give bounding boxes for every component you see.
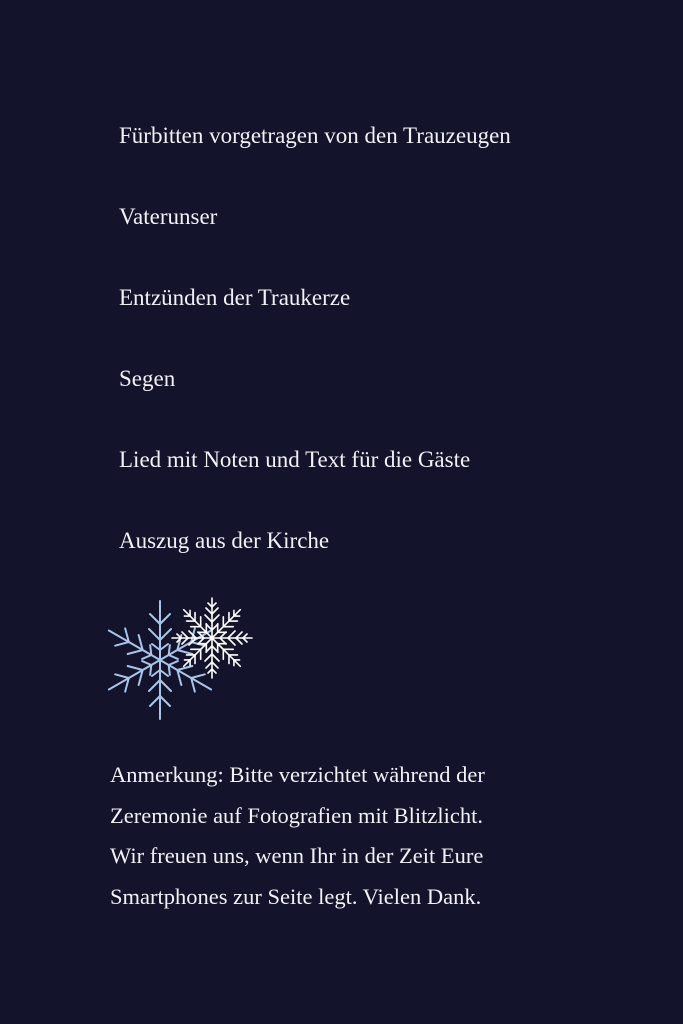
snowflake-icon xyxy=(103,601,216,719)
program-item-lied: Lied mit Noten und Text für die Gäste xyxy=(119,447,471,472)
program-item-traukerze: Entzünden der Traukerze xyxy=(119,285,351,310)
photo-note xyxy=(110,755,670,917)
program-item-fuerbitten: Fürbitten vorgetragen von den Trauzeugen xyxy=(119,123,511,148)
snowflake-icon xyxy=(172,598,252,678)
note-line: Smartphones zur Seite legt. Vielen Dank. xyxy=(110,883,482,909)
program-item-segen: Segen xyxy=(119,366,176,391)
program-item-vaterunser: Vaterunser xyxy=(119,204,218,229)
snowflakes-decoration xyxy=(96,594,256,724)
note-line: Wir freuen uns, wenn Ihr in der Zeit Eure xyxy=(110,843,484,868)
note-line: Zeremonie auf Fotografien mit Blitzlicht. xyxy=(110,802,484,828)
note-line: Anmerkung: Bitte verzichtet während der xyxy=(110,762,485,787)
program-item-auszug: Auszug aus der Kirche xyxy=(119,528,330,553)
program-list xyxy=(119,119,659,605)
